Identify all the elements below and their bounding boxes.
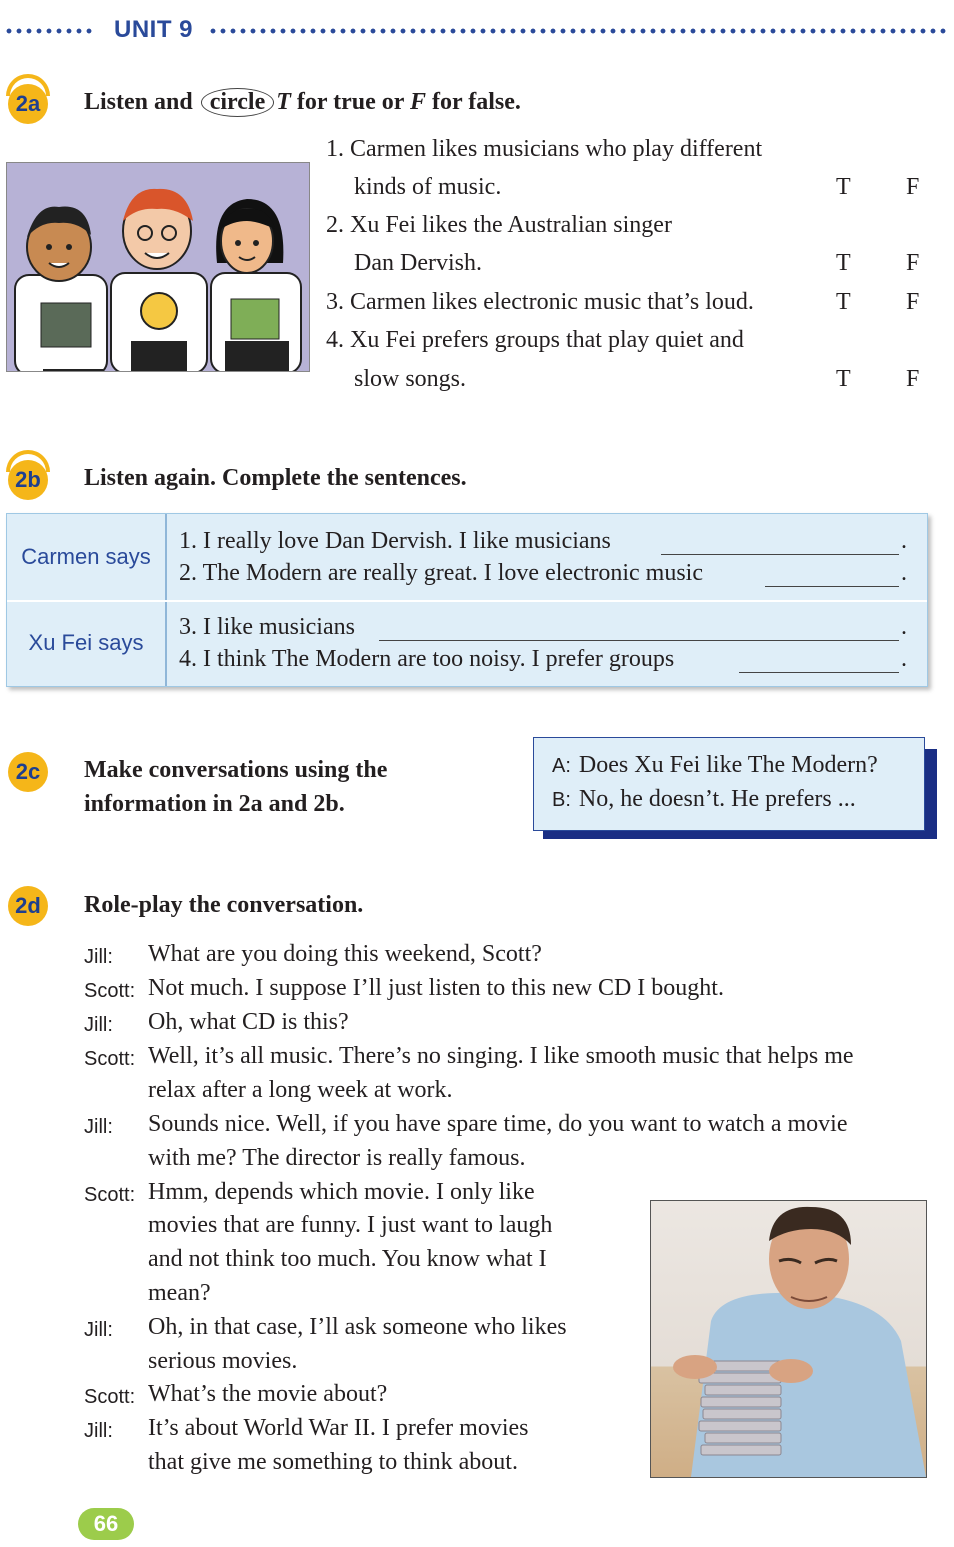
speaker-jill: Jill:	[84, 1319, 113, 1341]
dialogue-line: What’s the movie about?	[148, 1381, 388, 1407]
title-text: for false.	[425, 89, 521, 115]
section-badge-2b: 2b	[8, 460, 48, 500]
true-option[interactable]: T	[836, 250, 851, 276]
row-label-xufei: Xu Fei says	[28, 630, 144, 655]
line-b-text: No, he doesn’t. He prefers ...	[578, 786, 856, 812]
sentence-3: 3. I like musicians	[179, 614, 355, 640]
circle-word: circle	[201, 88, 275, 117]
item-text: 1. Carmen likes musicians who play different	[326, 136, 763, 162]
dialogue-line: mean?	[148, 1280, 211, 1306]
man-with-cds-photo	[650, 1200, 927, 1478]
period: .	[901, 528, 907, 554]
item-text: slow songs.	[354, 366, 467, 392]
dialogue-line: Oh, what CD is this?	[148, 1009, 349, 1035]
item-text: 4. Xu Fei prefers groups that play quiet and	[326, 327, 744, 353]
false-option[interactable]: F	[906, 174, 920, 200]
period: .	[901, 614, 907, 640]
answer-blank-3[interactable]	[379, 640, 899, 641]
false-option[interactable]: F	[906, 366, 920, 392]
speaker-scott: Scott:	[84, 980, 136, 1002]
section-title-2a	[84, 88, 521, 117]
true-option[interactable]: T	[836, 366, 851, 392]
speaker-scott: Scott:	[84, 1386, 136, 1408]
speaker-a: A:	[552, 755, 571, 777]
tf-item-4-cont	[326, 366, 936, 393]
item-text: 2. Xu Fei likes the Australian singer	[326, 212, 672, 238]
title-text: for true or	[290, 89, 410, 115]
title-F: F	[409, 89, 426, 115]
section-title-2b: Listen again. Complete the sentences.	[84, 465, 467, 491]
sentence-4: 4. I think The Modern are too noisy. I prefer groups	[179, 646, 675, 672]
dialogue-line: It’s about World War II. I prefer movies	[148, 1415, 529, 1441]
dialogue-line: Oh, in that case, I’ll ask someone who likes	[148, 1314, 567, 1340]
item-text: kinds of music.	[354, 174, 502, 200]
speaker-jill: Jill:	[84, 1116, 113, 1138]
table-divider	[7, 600, 927, 602]
speaker-scott: Scott:	[84, 1184, 136, 1206]
kids-illustration	[6, 162, 310, 372]
example-line-b	[552, 786, 856, 813]
tf-item-3	[326, 289, 936, 316]
sentence-table	[6, 513, 928, 687]
dialogue-line: Well, it’s all music. There’s no singing. I like smooth music that helps me	[148, 1043, 854, 1069]
true-option[interactable]: T	[836, 289, 851, 315]
tf-item-4	[326, 327, 744, 354]
unit-title: UNIT 9	[114, 16, 194, 43]
title-T: T	[276, 89, 291, 115]
speaker-jill: Jill:	[84, 1420, 113, 1442]
speaker-b: B:	[552, 789, 571, 811]
header-dots-left	[4, 28, 96, 34]
sentence-1: 1. I really love Dan Dervish. I like musicians	[179, 528, 611, 554]
false-option[interactable]: F	[906, 250, 920, 276]
section-badge-2d: 2d	[8, 886, 48, 926]
header-dots-right	[208, 28, 950, 34]
dialogue-line: Sounds nice. Well, if you have spare time, do you want to watch a movie	[148, 1111, 848, 1137]
line-a-text: Does Xu Fei like The Modern?	[578, 752, 878, 778]
page-number: 66	[78, 1508, 134, 1540]
title-text: Listen and	[84, 89, 193, 115]
dialogue-line: Not much. I suppose I’ll just listen to this new CD I bought.	[148, 975, 724, 1001]
answer-blank-2[interactable]	[765, 586, 899, 587]
answer-blank-1[interactable]	[661, 554, 899, 555]
tf-item-1	[326, 136, 762, 163]
speaker-scott: Scott:	[84, 1048, 136, 1070]
tf-item-2-cont	[326, 250, 936, 277]
dialogue-line: What are you doing this weekend, Scott?	[148, 941, 542, 967]
sentence-2: 2. The Modern are really great. I love electronic music	[179, 560, 704, 586]
section-title-2c-line2: information in 2a and 2b.	[84, 791, 345, 817]
section-title-2d: Role-play the conversation.	[84, 892, 364, 918]
photo-drawing	[651, 1201, 926, 1477]
example-line-a	[552, 752, 878, 779]
speaker-jill: Jill:	[84, 946, 113, 968]
section-badge-2c: 2c	[8, 752, 48, 792]
row-label-carmen: Carmen says	[21, 544, 151, 569]
dialogue-line: serious movies.	[148, 1348, 298, 1374]
dialogue-line: with me? The director is really famous.	[148, 1145, 526, 1171]
dialogue-line: that give me something to think about.	[148, 1449, 518, 1475]
speaker-jill: Jill:	[84, 1014, 113, 1036]
item-text: 3. Carmen likes electronic music that’s loud.	[326, 289, 754, 315]
answer-blank-4[interactable]	[739, 672, 899, 673]
period: .	[901, 560, 907, 586]
example-conversation-box	[533, 737, 925, 831]
dialogue-line: and not think too much. You know what I	[148, 1246, 547, 1272]
kids-drawing	[7, 163, 309, 371]
section-badge-2a: 2a	[8, 84, 48, 124]
tf-item-1-cont	[326, 174, 936, 201]
item-text: Dan Dervish.	[354, 250, 482, 276]
false-option[interactable]: F	[906, 289, 920, 315]
dialogue-line: relax after a long week at work.	[148, 1077, 453, 1103]
period: .	[901, 646, 907, 672]
dialogue-line: movies that are funny. I just want to laugh	[148, 1212, 553, 1238]
tf-item-2	[326, 212, 672, 239]
true-option[interactable]: T	[836, 174, 851, 200]
section-title-2c-line1: Make conversations using the	[84, 757, 388, 783]
dialogue-line: Hmm, depends which movie. I only like	[148, 1179, 535, 1205]
